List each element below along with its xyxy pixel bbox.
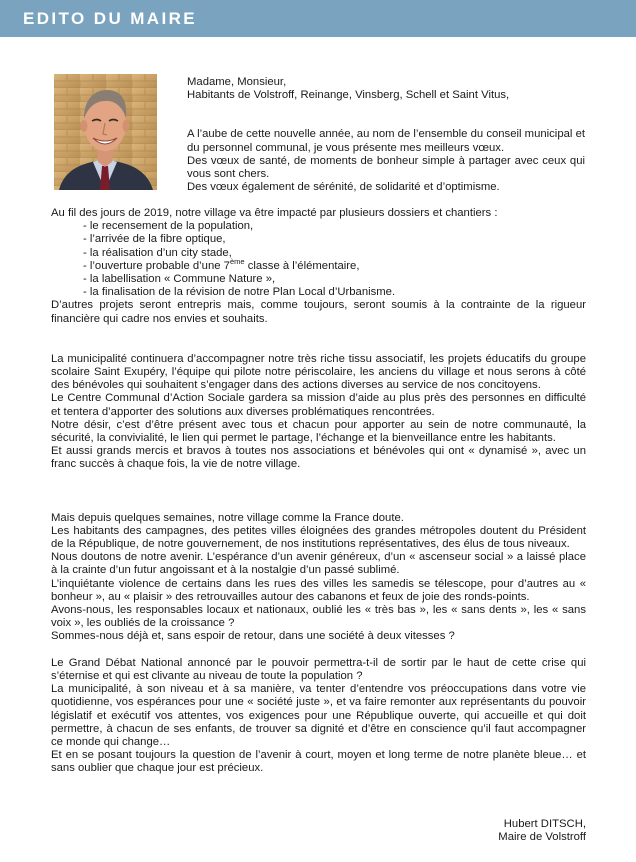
main-text xyxy=(51,207,586,776)
debate-paragraph: Et en se posant toujours la question de l’avenir à court, moyen et long terme de notre planète bleue… et sans oublier que chaque jour est précieux. xyxy=(51,749,586,775)
intro-section xyxy=(187,76,585,194)
doubt-paragraph: L’inquiétante violence de certains dans les rues des villes les samedis se télescope, pour d’autres au « bonheur », au « plaisir » des retrouvailles autour des cabanons et feux de joie des ronds-points. xyxy=(51,577,586,603)
list-item: - la réalisation d’un city stade, xyxy=(83,246,232,259)
debate-paragraph: La municipalité, à son niveau et à sa manière, va tenter d’entendre vos préoccupations dans votre vie quotidienne, vos espérances pour une « société juste », et va faire remonter aux représentants du pouvoir législatif et exécutif vos attentes, vos exigences pour une République ouverte, qui accueille et qui doit permettre, à chacun de ses enfants, de trouver sa dignité et d’être en conscience qu’il faut accompagner ce monde qui change… xyxy=(51,683,586,748)
doubt-paragraph: Les habitants des campagnes, des petites villes éloignées des grandes métropoles doutent du Président de la République, de notre gouvernement, de nos institutions représentatives, des élus de tous niveaux. xyxy=(51,524,586,551)
community-paragraph: La municipalité continuera d’accompagner notre très riche tissu associatif, les projets éducatifs du groupe scolaire Saint Exupéry, l’équipe qui pilote notre périscolaire, les anciens du village et nous serons à côté des bénévoles qui souhaitent s’engager dans des actions diverses au service de nos concitoyens. xyxy=(51,352,586,392)
page-title: EDITO DU MAIRE xyxy=(23,9,198,28)
signature xyxy=(498,818,586,844)
doubt-paragraph: Mais depuis quelques semaines, notre village comme la France doute. xyxy=(51,511,404,524)
community-paragraph: Notre désir, c’est d’être présent avec tous et chacun pour apporter au sein de notre communauté, la sécurité, la convivialité, le lien qui permet le partage, l’échange et la bienveillance entre les habitants. xyxy=(51,418,586,445)
projects-lead: Au fil des jours de 2019, notre village va être impacté par plusieurs dossiers et chantiers : xyxy=(51,207,498,219)
doubt-paragraph: Avons-nous, les responsables locaux et nationaux, oublié les « très bas », les « sans dents », les « sans voix », les oubliés de la croissance ? xyxy=(51,604,586,630)
list-item: - la labellisation « Commune Nature », xyxy=(83,273,276,286)
doubt-paragraph: Nous doutons de notre avenir. L’espérance d’un avenir généreux, d’un « ascenseur social » a laissé place à la crainte d’un futur angoissant et à la nostalgie d’un passé sublimé. xyxy=(51,551,586,577)
community-paragraph: Et aussi grands mercis et bravos à toutes nos associations et bénévoles qui ont « dynamisé », avec un franc succès à chaque fois, la vie de notre village. xyxy=(51,445,586,471)
list-item: - le recensement de la population, xyxy=(83,220,254,233)
salutation-line-2: Habitants de Volstroff, Reinange, Vinsberg, Schell et Saint Vitus, xyxy=(187,89,510,102)
salutation-line-1: Madame, Monsieur, xyxy=(187,76,287,88)
list-item-text: classe à l’élémentaire, xyxy=(244,259,360,272)
projects-closing: D’autres projets seront entrepris mais, comme toujours, seront soumis à la contrainte de la rigueur financière qui cadre nos envies et souhaits. xyxy=(51,299,586,325)
intro-paragraph-2: Des vœux de santé, de moments de bonheur simple à partager avec ceux qui vous sont chers. xyxy=(187,154,585,181)
signature-role: Maire de Volstroff xyxy=(498,831,586,844)
mayor-portrait-image xyxy=(54,74,157,190)
intro-paragraph-3: Des vœux également de sérénité, de solidarité et d’optimisme. xyxy=(187,181,500,194)
list-item-text: - l’ouverture probable d’une 7 xyxy=(83,259,230,272)
header-bar xyxy=(0,0,636,37)
ordinal-suffix: ème xyxy=(229,256,245,266)
doubt-paragraph: Sommes-nous déjà et, sans espoir de retour, dans une société à deux vitesses ? xyxy=(51,630,455,643)
debate-paragraph: Le Grand Débat National annoncé par le pouvoir permettra-t-il de sortir par le haut de cette crise qui s’éternise et qui est clivante au niveau de toute la population ? xyxy=(51,656,586,682)
community-paragraph: Le Centre Communal d’Action Sociale gardera sa mission d’aide au plus près des personnes en difficulté et tentera d’apporter des solutions aux diverses problématiques rencontrées. xyxy=(51,392,586,418)
signature-name: Hubert DITSCH, xyxy=(503,818,586,830)
projects-list xyxy=(51,220,586,299)
intro-paragraph-1: A l’aube de cette nouvelle année, au nom de l’ensemble du conseil municipal et du personnel communal, je vous présente mes meilleurs vœux. xyxy=(187,128,585,154)
list-item: - la finalisation de la révision de notre Plan Local d’Urbanisme. xyxy=(83,286,396,299)
list-item xyxy=(83,256,586,273)
list-item: - l’arrivée de la fibre optique, xyxy=(83,233,226,246)
mayor-portrait xyxy=(54,74,157,190)
